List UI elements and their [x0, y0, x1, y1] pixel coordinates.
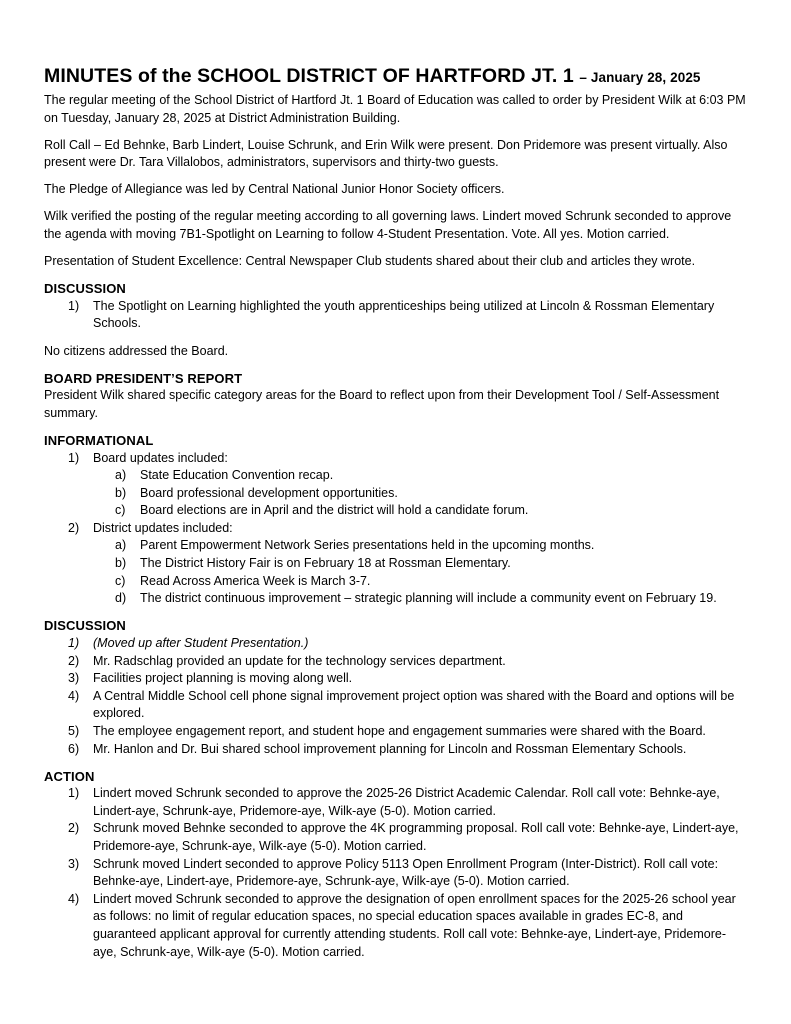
section-heading-discussion-2: DISCUSSION: [44, 618, 126, 634]
list-item-text: Board updates included:: [93, 450, 228, 465]
list-subitem: Parent Empowerment Network Series presentations held in the upcoming months.: [140, 538, 595, 553]
informational-list: [44, 450, 746, 608]
document-title: [44, 64, 746, 90]
list-item: Lindert moved Schrunk seconded to approve the designation of open enrollment spaces for the 2025-26 school year as follows: no limit of regular education spaces, no special education spaces available in grades EC-8, and guaranteed applicant approval for currently attending students. Roll call vote: Behnke-aye, Lindert-aye, Pridemore-aye, Schrunk-aye, Wilk-aye (5-0). Motion carried.: [93, 891, 736, 959]
list-subitem: State Education Convention recap.: [140, 468, 334, 483]
list-item: Lindert moved Schrunk seconded to approve the 2025-26 District Academic Calendar. Roll call vote: Behnke-aye, Lindert-aye, Schrunk-aye, Pridemore-aye, Wilk-aye (5-0). Motion carried.: [93, 786, 720, 818]
list-item: Mr. Hanlon and Dr. Bui shared school improvement planning for Lincoln and Rossman Elementary Schools.: [93, 741, 687, 756]
paragraph-board-presidents-report: President Wilk shared specific category areas for the Board to reflect upon from their Development Tool / Self-Assessment summary.: [44, 388, 720, 420]
section-heading-action: ACTION: [44, 768, 95, 784]
paragraph-student-excellence: Presentation of Student Excellence: Central Newspaper Club students shared about their club and articles they wrote.: [44, 254, 696, 269]
list-item: (Moved up after Student Presentation.): [93, 635, 309, 650]
paragraph-agenda-approval: Wilk verified the posting of the regular meeting according to all governing laws. Lindert moved Schrunk seconded to approve the agenda with moving 7B1-Spotlight on Learning to follow 4-Student Presentation. Vote. All yes. Motion carried.: [44, 209, 732, 242]
list-subitem: Board professional development opportunities.: [140, 485, 398, 500]
district-updates-sublist: [93, 537, 746, 607]
list-item: The Spotlight on Learning highlighted the youth apprenticeships being utilized at Lincoln & Rossman Elementary Schools.: [93, 298, 715, 331]
list-item: A Central Middle School cell phone signal improvement project option was shared with the Board and options will be explored.: [93, 688, 735, 721]
discussion-1-list: [44, 298, 746, 333]
list-item: Schrunk moved Behnke seconded to approve the 4K programming proposal. Roll call vote: Behnke-aye, Lindert-aye, Pridemore-aye, Schrunk-aye, Wilk-aye (5-0). Motion carried.: [93, 821, 739, 853]
section-heading-discussion-1: DISCUSSION: [44, 281, 126, 297]
discussion-2-list: [44, 635, 746, 758]
action-list: [44, 785, 746, 961]
list-subitem: The District History Fair is on February 18 at Rossman Elementary.: [140, 556, 511, 571]
title-text: MINUTES of the SCHOOL DISTRICT OF HARTFORD JT. 1: [44, 65, 574, 87]
list-item-text: District updates included:: [93, 520, 233, 535]
section-heading-informational: INFORMATIONAL: [44, 432, 154, 448]
list-subitem: The district continuous improvement – strategic planning will include a community event on February 19.: [140, 591, 717, 606]
board-updates-sublist: [93, 467, 746, 520]
paragraph-pledge: The Pledge of Allegiance was led by Central National Junior Honor Society officers.: [44, 182, 505, 197]
paragraph-no-citizens: No citizens addressed the Board.: [44, 343, 229, 358]
list-item: Schrunk moved Lindert seconded to approve Policy 5113 Open Enrollment Program (Inter-District). Roll call vote: Behnke-aye, Lindert-aye, Pridemore-aye, Schrunk-aye, Wilk-aye (5-0). Motion carried.: [93, 856, 719, 889]
list-item: [44, 450, 746, 520]
list-item: The employee engagement report, and student hope and engagement summaries were shared with the Board.: [93, 723, 706, 738]
title-date: – January 28, 2025: [579, 70, 701, 85]
section-heading-board-presidents-report: BOARD PRESIDENT’S REPORT: [44, 370, 243, 386]
list-subitem: Read Across America Week is March 3-7.: [140, 573, 371, 588]
list-item: Mr. Radschlag provided an update for the technology services department.: [93, 653, 506, 668]
list-item: [44, 520, 746, 608]
paragraph-roll-call: Roll Call – Ed Behnke, Barb Lindert, Louise Schrunk, and Erin Wilk were present. Don Pridemore was present virtually. Also present were Dr. Tara Villalobos, administrators, supervisors and thirty-two guests.: [44, 137, 728, 170]
paragraph-call-to-order: The regular meeting of the School District of Hartford Jt. 1 Board of Education was called to order by President Wilk at 6:03 PM on Tuesday, January 28, 2025 at District Administration Building.: [44, 93, 746, 125]
list-subitem: Board elections are in April and the district will hold a candidate forum.: [140, 503, 529, 518]
list-item: Facilities project planning is moving along well.: [93, 671, 353, 686]
